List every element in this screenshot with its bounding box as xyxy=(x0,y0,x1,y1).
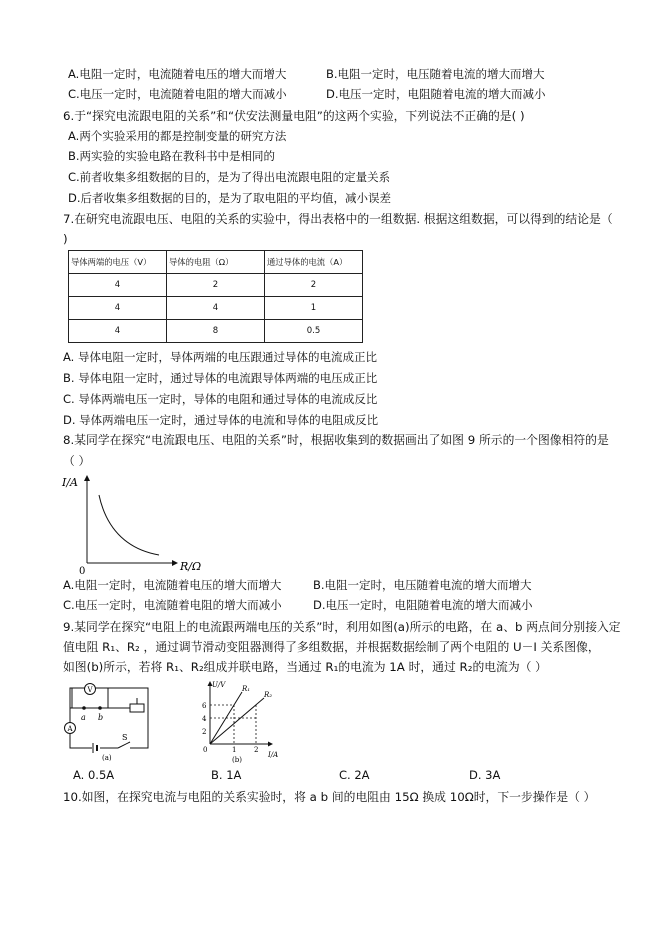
q8-option-d: D.电压一定时，电阻随着电流的增大而减小 xyxy=(313,598,533,612)
switch-label: S xyxy=(122,733,128,742)
origin-label: 0 xyxy=(79,566,86,576)
table-cell: 2 xyxy=(265,274,363,297)
table-cell: 4 xyxy=(69,297,167,320)
point-b-label: b xyxy=(98,713,104,722)
q9-stem-line2: 值电阻 R₁、R₂ ，通过调节滑动变阻器测得了多组数据，并根据数据绘制了两个电阻的 U－I 关系图像， xyxy=(63,640,600,654)
inverse-curve xyxy=(99,495,159,555)
q7-stem-line2: ) xyxy=(63,232,68,246)
x-tick: 1 xyxy=(232,746,237,754)
table-cell: 4 xyxy=(167,297,265,320)
q9-stem-line1: 9.某同学在探究“电阻上的电流跟两端电压的关系”时，利用如图(a)所示的电路，在 a、b 两点间分别接入定 xyxy=(63,620,621,634)
q6-option-c: C.前者收集多组数据的目的，是为了得出电流跟电阻的定量关系 xyxy=(68,170,391,184)
q5-option-b: B.电阻一定时，电压随着电流的增大而增大 xyxy=(326,67,545,81)
y-axis-label: U/V xyxy=(212,681,226,689)
table-row xyxy=(69,297,363,320)
circuit-diagram-a xyxy=(62,680,162,762)
y-tick: 6 xyxy=(202,702,207,710)
table-cell: 8 xyxy=(167,320,265,343)
table-cell: 1 xyxy=(265,297,363,320)
q9-option-b: B. 1A xyxy=(211,768,242,782)
point-b xyxy=(98,706,102,710)
q8-stem-line1: 8.某同学在探究“电流跟电压、电阻的关系”时，根据收集到的数据画出了如图 9 所示的一个图像相符的是 xyxy=(63,433,609,447)
q5-option-a: A.电阻一定时，电流随着电压的增大而增大 xyxy=(68,67,287,81)
q7-option-d: D. 导体两端电压一定时，通过导体的电流和导体的电阻成反比 xyxy=(63,413,379,427)
ammeter-label: A xyxy=(67,725,73,733)
x-axis-label: R/Ω xyxy=(180,560,202,573)
q6-option-b: B.两实验的实验电路在教科书中是相同的 xyxy=(68,149,276,163)
table-header: 通过导体的电流（A） xyxy=(265,251,363,274)
voltmeter-label: V xyxy=(87,686,93,694)
table-row xyxy=(69,274,363,297)
q6-stem: 6.于“探究电流跟电阻的关系”和“伏安法测量电阻”的这两个实验，下列说法不正确的是( ) xyxy=(63,109,525,123)
q8-stem-line2: （ ） xyxy=(63,454,91,468)
q6-option-a: A.两个实验采用的都是控制变量的研究方法 xyxy=(68,129,287,143)
q9-option-c: C. 2A xyxy=(339,768,370,782)
origin-label: 0 xyxy=(203,746,208,754)
ui-graph-b xyxy=(198,678,288,764)
q7-option-c: C. 导体两端电压一定时，导体的电阻和通过导体的电流成反比 xyxy=(63,392,378,406)
q8-option-c: C.电压一定时，电流随着电阻的增大而减小 xyxy=(63,598,282,612)
table-cell: 2 xyxy=(167,274,265,297)
q7-stem-line1: 7.在研究电流跟电压、电阻的关系的实验中，得出表格中的一组数据. 根据这组数据，可以得到的结论是（ xyxy=(63,212,613,226)
q5-option-d: D.电压一定时，电阻随着电流的增大而减小 xyxy=(326,87,546,101)
caption-a: (a) xyxy=(102,754,112,762)
q9-stem-line3: 如图(b)所示，若将 R₁、R₂组成并联电路，当通过 R₁的电流为 1A 时，通过 R₂的电流为（ ） xyxy=(63,660,547,674)
y-axis-label: I/A xyxy=(62,476,78,489)
y-tick: 2 xyxy=(202,728,207,736)
point-a xyxy=(82,706,86,710)
table-cell: 4 xyxy=(69,274,167,297)
q8-option-b: B.电阻一定时，电压随着电流的增大而增大 xyxy=(313,578,532,592)
table-header-row xyxy=(69,251,363,274)
x-axis-label: I/A xyxy=(268,751,279,759)
r1-label: R₁ xyxy=(242,685,251,693)
q10-stem: 10.如图，在探究电流与电阻的关系实验时，将 a b 间的电阻由 15Ω 换成 10Ω时，下一步操作是（ ） xyxy=(63,790,596,804)
table-cell: 0.5 xyxy=(265,320,363,343)
caption-b: (b) xyxy=(232,756,242,764)
data-table xyxy=(68,250,363,343)
table-header: 导体的电阻（Ω） xyxy=(167,251,265,274)
r2-label: R₂ xyxy=(264,691,273,699)
y-tick: 4 xyxy=(202,715,207,723)
point-a-label: a xyxy=(81,713,86,722)
q8-option-a: A.电阻一定时，电流随着电压的增大而增大 xyxy=(63,578,282,592)
table-header: 导体两端的电压（V） xyxy=(69,251,167,274)
q9-option-a: A. 0.5A xyxy=(73,768,115,782)
rheostat-icon xyxy=(130,704,144,712)
q7-option-b: B. 导体电阻一定时，通过导体的电流跟导体两端的电压成正比 xyxy=(63,371,378,385)
table-row xyxy=(69,320,363,343)
x-tick: 2 xyxy=(254,746,259,754)
q5-option-c: C.电压一定时，电流随着电阻的增大而减小 xyxy=(68,87,287,101)
q6-option-d: D.后者收集多组数据的目的，是为了取电阻的平均值，减小误差 xyxy=(68,191,392,205)
table-cell: 4 xyxy=(69,320,167,343)
q8-graph xyxy=(60,470,210,576)
q7-option-a: A. 导体电阻一定时，导体两端的电压跟通过导体的电流成正比 xyxy=(63,350,377,364)
q9-option-d: D. 3A xyxy=(469,768,501,782)
